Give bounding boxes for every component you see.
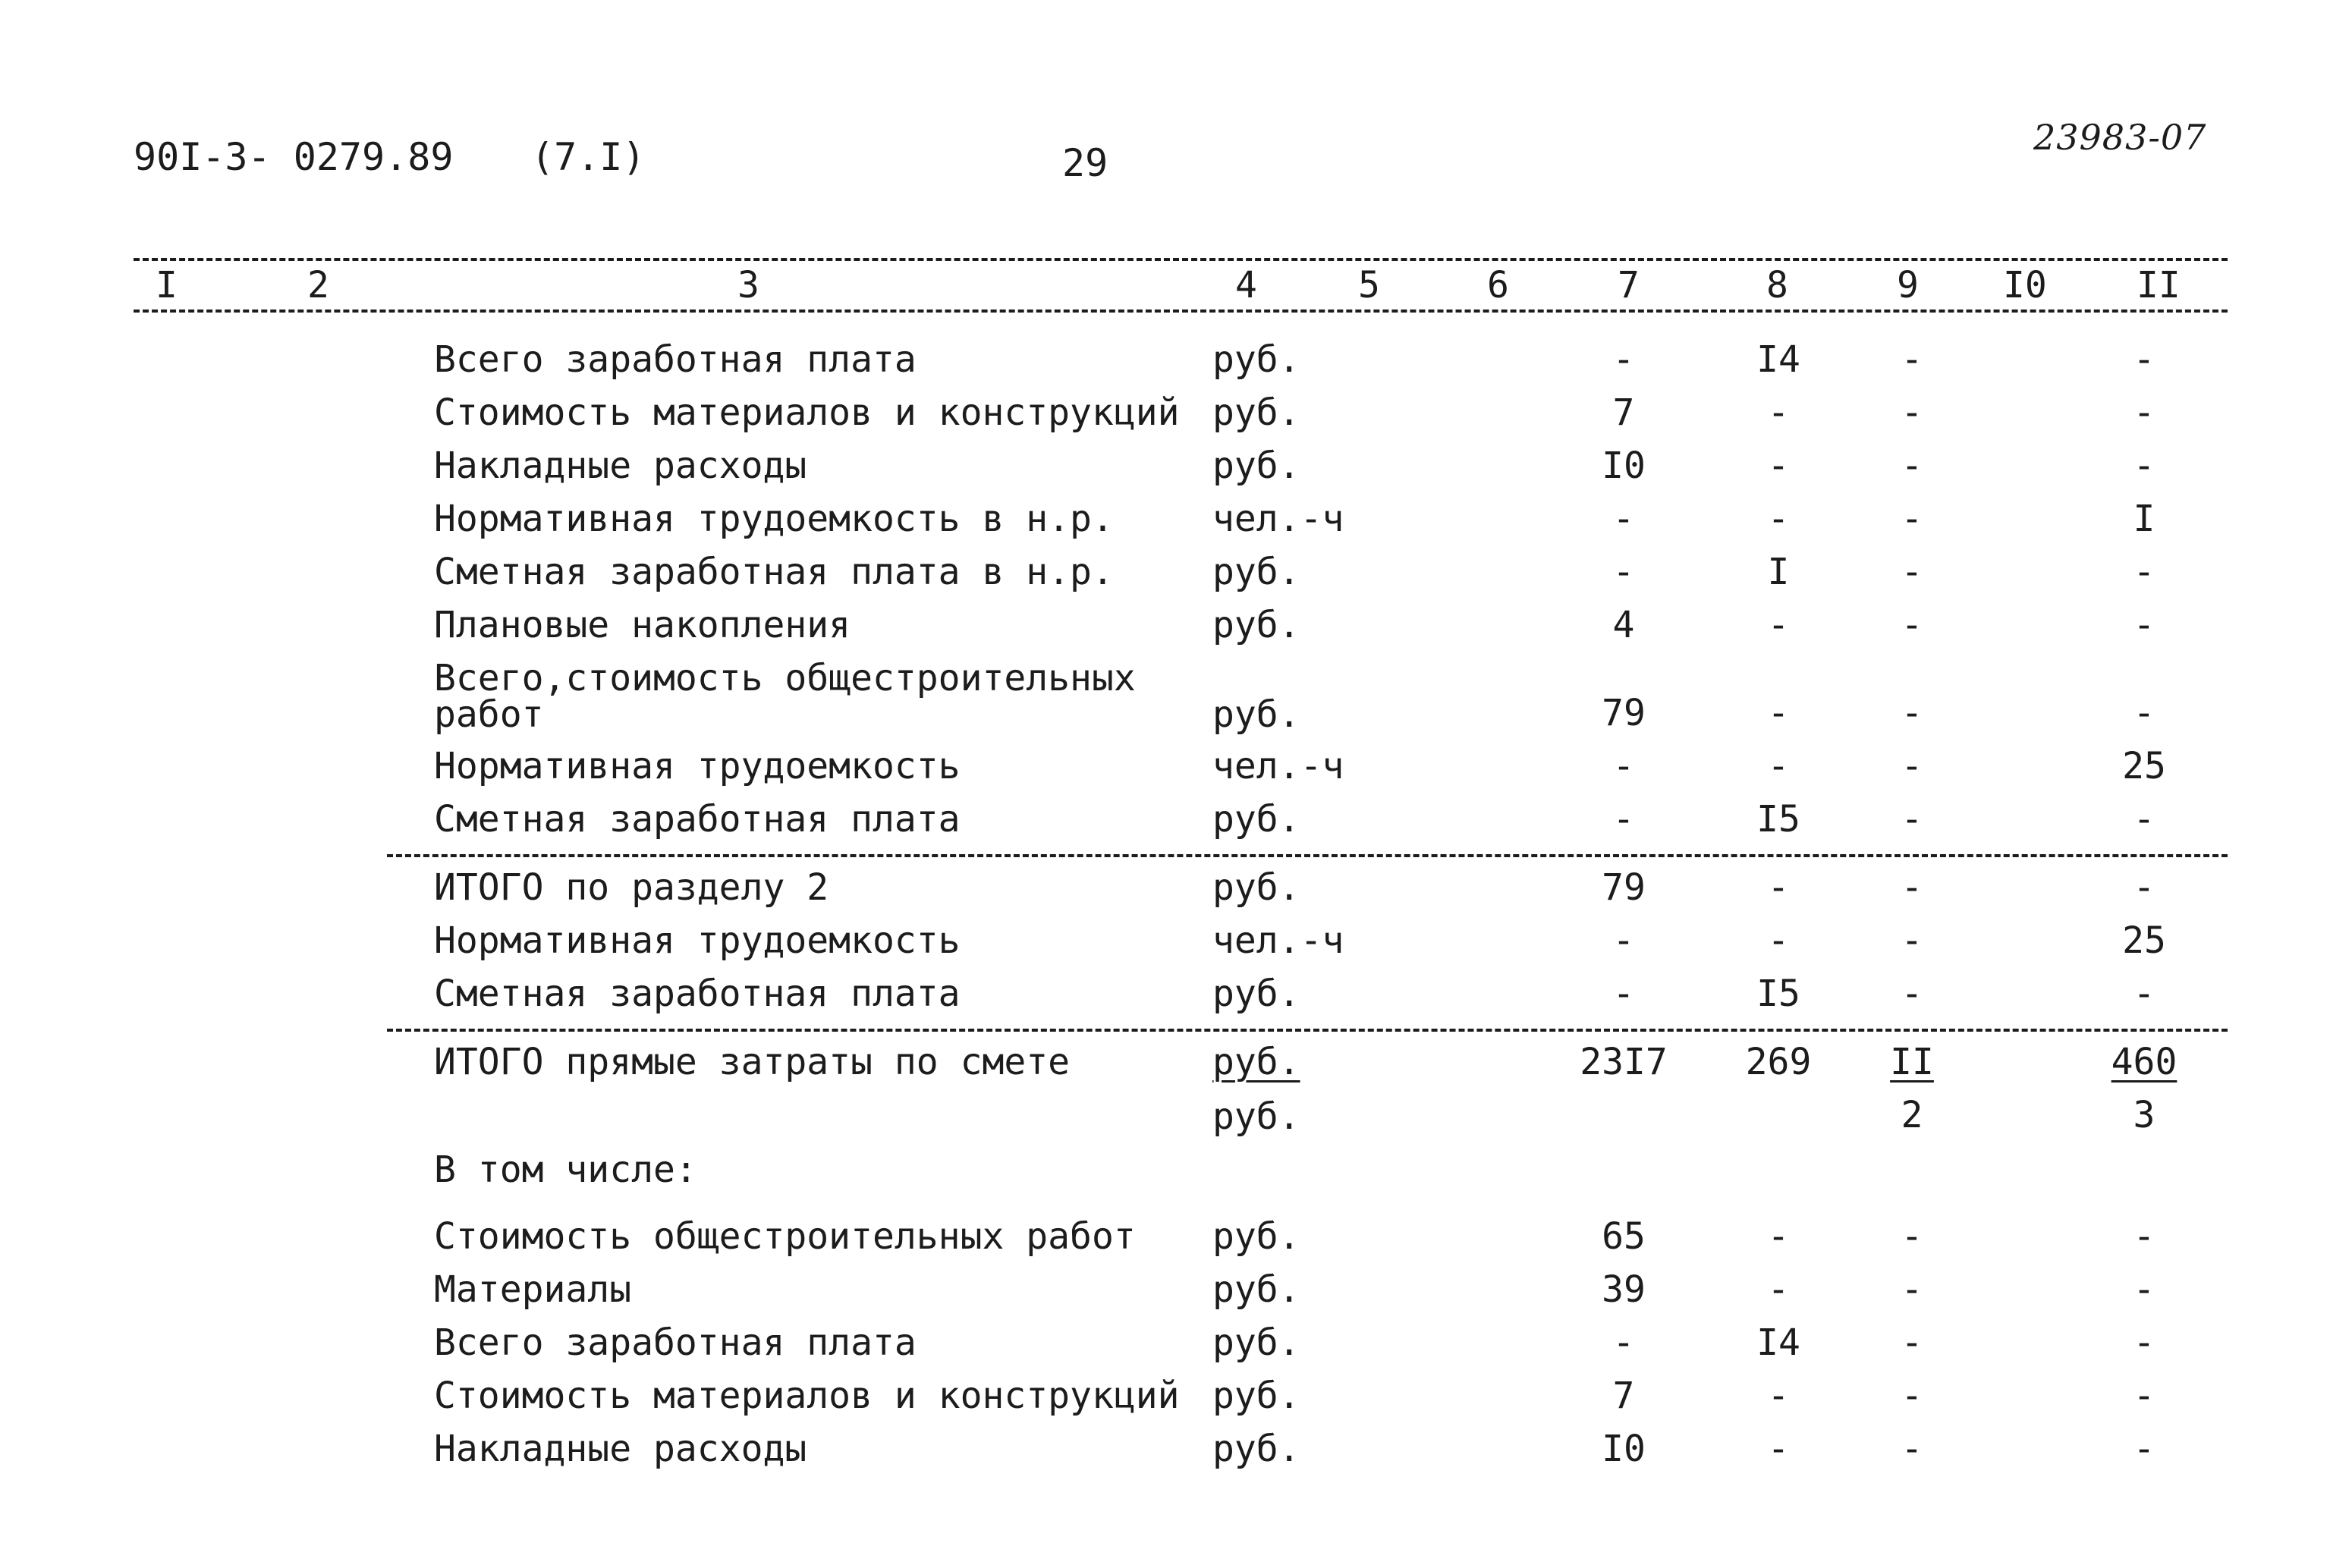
row-col8: I5 <box>1756 973 1800 1015</box>
row-col7: 79 <box>1602 866 1646 909</box>
row-name: Нормативная трудоемкость <box>434 745 961 787</box>
row-name: ИТОГО прямые затраты по смете <box>434 1041 1071 1083</box>
row-col11: - <box>2133 551 2155 593</box>
row-unit: руб. <box>1212 1375 1300 1417</box>
handwritten-stamp: 23983-07 <box>2033 117 2207 158</box>
row-name: Плановые накопления <box>434 604 851 646</box>
column-header-3: 3 <box>737 264 759 306</box>
row-col8: - <box>1767 445 1790 487</box>
row-col11: - <box>2133 338 2155 381</box>
row-unit: руб. <box>1212 866 1300 909</box>
row-col8: - <box>1767 1215 1790 1258</box>
row-name: Стоимость материалов и конструкций <box>434 391 1180 434</box>
row-col7: - <box>1612 498 1635 540</box>
row-col7: 7 <box>1612 391 1635 434</box>
row-col9: - <box>1901 1215 1923 1258</box>
table-row <box>0 745 2330 797</box>
row-name: Накладные расходы <box>434 1428 807 1470</box>
table-row <box>0 1268 2330 1320</box>
row-col9-bottom: 2 <box>1901 1094 1923 1136</box>
table-row <box>0 1375 2330 1426</box>
row-col7: - <box>1612 1321 1635 1364</box>
row-unit: руб. <box>1212 973 1300 1015</box>
row-col7: - <box>1612 745 1635 787</box>
direct-total-divider-rule <box>387 1029 2228 1032</box>
row-col11: - <box>2133 1428 2155 1470</box>
row-col11: - <box>2133 445 2155 487</box>
row-col8: - <box>1767 1268 1790 1311</box>
row-unit: чел.-ч <box>1212 745 1344 787</box>
column-header-7: 7 <box>1618 264 1640 306</box>
table-row-total-general <box>0 657 2330 743</box>
row-col8: I4 <box>1756 1321 1800 1364</box>
document-code: 90I-3- 0279.89 <box>134 135 454 179</box>
row-name: Стоимость общестроительных работ <box>434 1215 1136 1258</box>
table-row <box>0 604 2330 655</box>
table-row <box>0 1428 2330 1479</box>
row-col8: I4 <box>1756 338 1800 381</box>
row-col8: - <box>1767 692 1790 734</box>
row-unit: руб. <box>1212 1428 1300 1470</box>
row-col9: - <box>1901 866 1923 909</box>
row-col9: - <box>1901 745 1923 787</box>
table-row <box>0 445 2330 496</box>
row-name: Сметная заработная плата <box>434 973 961 1015</box>
row-col9: - <box>1901 551 1923 593</box>
header-top-rule <box>134 258 2228 261</box>
row-unit: руб. <box>1212 551 1300 593</box>
row-col9: - <box>1901 973 1923 1015</box>
row-col11: - <box>2133 1321 2155 1364</box>
column-header-4: 4 <box>1235 264 1257 306</box>
row-col11: - <box>2133 1215 2155 1258</box>
column-header-2: 2 <box>307 264 329 306</box>
row-col9: - <box>1901 1428 1923 1470</box>
row-col7: 79 <box>1602 692 1646 734</box>
table-row <box>0 866 2330 918</box>
row-col11-bottom: 3 <box>2133 1094 2155 1136</box>
row-col7: 23I7 <box>1580 1041 1668 1083</box>
row-unit-top: руб. <box>1212 1041 1300 1083</box>
row-name-line1: Всего,стоимость общестроительных <box>434 657 1136 699</box>
row-unit: чел.-ч <box>1212 919 1344 962</box>
row-col9-top: II <box>1890 1041 1934 1083</box>
row-col9: - <box>1901 498 1923 540</box>
row-name: Стоимость материалов и конструкций <box>434 1375 1180 1417</box>
row-col9: - <box>1901 692 1923 734</box>
row-col7: - <box>1612 973 1635 1015</box>
row-col11: 25 <box>2122 919 2166 962</box>
row-col7: I0 <box>1602 445 1646 487</box>
table-row <box>0 798 2330 850</box>
row-col7: I0 <box>1602 1428 1646 1470</box>
row-col7: - <box>1612 338 1635 381</box>
row-unit: руб. <box>1212 604 1300 646</box>
row-col11: - <box>2133 692 2155 734</box>
section-divider-rule <box>387 854 2228 857</box>
row-unit: руб. <box>1212 1268 1300 1311</box>
row-col11: - <box>2133 973 2155 1015</box>
row-col8: I5 <box>1756 798 1800 841</box>
row-col7: 39 <box>1602 1268 1646 1311</box>
page-number: 29 <box>1062 141 1108 185</box>
row-unit: руб. <box>1212 798 1300 841</box>
row-unit: руб. <box>1212 445 1300 487</box>
row-unit: руб. <box>1212 1321 1300 1364</box>
row-col11: - <box>2133 1268 2155 1311</box>
table-row <box>0 919 2330 971</box>
row-col11: - <box>2133 798 2155 841</box>
row-col8: - <box>1767 1375 1790 1417</box>
column-header-10: I0 <box>2003 264 2047 306</box>
table-row-direct-total <box>0 1041 2330 1142</box>
row-col7: 7 <box>1612 1375 1635 1417</box>
table-row <box>0 1215 2330 1267</box>
row-unit: чел.-ч <box>1212 498 1344 540</box>
row-col8: - <box>1767 604 1790 646</box>
row-name-line2: работ <box>434 693 544 736</box>
row-name: Нормативная трудоемкость <box>434 919 961 962</box>
row-col9: - <box>1901 1375 1923 1417</box>
row-col9: - <box>1901 919 1923 962</box>
row-unit: руб. <box>1212 391 1300 434</box>
row-col9: - <box>1901 798 1923 841</box>
row-col8: I <box>1767 551 1790 593</box>
row-col8: - <box>1767 745 1790 787</box>
row-name: Всего заработная плата <box>434 338 917 381</box>
table-row <box>0 498 2330 549</box>
row-name <box>434 657 1136 736</box>
row-unit-bottom: руб. <box>1212 1095 1300 1138</box>
row-col9: - <box>1901 391 1923 434</box>
table-row <box>0 338 2330 390</box>
row-col9: - <box>1901 604 1923 646</box>
row-col9: - <box>1901 1268 1923 1311</box>
row-name: Нормативная трудоемкость в н.р. <box>434 498 1114 540</box>
row-col11: - <box>2133 1375 2155 1417</box>
row-col11: - <box>2133 391 2155 434</box>
table-row <box>0 1321 2330 1373</box>
column-header-6: 6 <box>1487 264 1509 306</box>
row-col7: 65 <box>1602 1215 1646 1258</box>
header-bottom-rule <box>134 310 2228 313</box>
table-row <box>0 551 2330 602</box>
column-header-8: 8 <box>1766 264 1788 306</box>
row-col8: - <box>1767 1428 1790 1470</box>
row-unit: руб. <box>1212 338 1300 381</box>
row-name: ИТОГО по разделу 2 <box>434 866 829 909</box>
row-name: Материалы <box>434 1268 632 1311</box>
row-col9: - <box>1901 1321 1923 1364</box>
row-unit: руб. <box>1212 1215 1300 1258</box>
row-col7: - <box>1612 919 1635 962</box>
row-col8: - <box>1767 391 1790 434</box>
row-unit: руб. <box>1212 693 1300 736</box>
row-col9: - <box>1901 445 1923 487</box>
row-col8: - <box>1767 866 1790 909</box>
row-col7: 4 <box>1612 604 1635 646</box>
row-name: Сметная заработная плата <box>434 798 961 841</box>
row-col11-top: 460 <box>2111 1041 2177 1083</box>
row-col9: - <box>1901 338 1923 381</box>
column-header-9: 9 <box>1897 264 1919 306</box>
row-col8: - <box>1767 498 1790 540</box>
row-col8: - <box>1767 919 1790 962</box>
row-col7: - <box>1612 798 1635 841</box>
row-col11: - <box>2133 866 2155 909</box>
row-name: Накладные расходы <box>434 445 807 487</box>
row-col11: I <box>2133 498 2155 540</box>
section-number: (7.I) <box>531 135 646 179</box>
row-name: Всего заработная плата <box>434 1321 917 1364</box>
column-header-11: II <box>2137 264 2181 306</box>
row-col11: 25 <box>2122 745 2166 787</box>
row-col8: 269 <box>1745 1041 1812 1083</box>
column-header-5: 5 <box>1358 264 1380 306</box>
table-row <box>0 391 2330 443</box>
row-name: Сметная заработная плата в н.р. <box>434 551 1114 593</box>
row-col11: - <box>2133 604 2155 646</box>
table-row <box>0 973 2330 1024</box>
column-header-1: I <box>156 264 178 306</box>
row-col7: - <box>1612 551 1635 593</box>
including-label: В том числе: <box>434 1149 697 1191</box>
